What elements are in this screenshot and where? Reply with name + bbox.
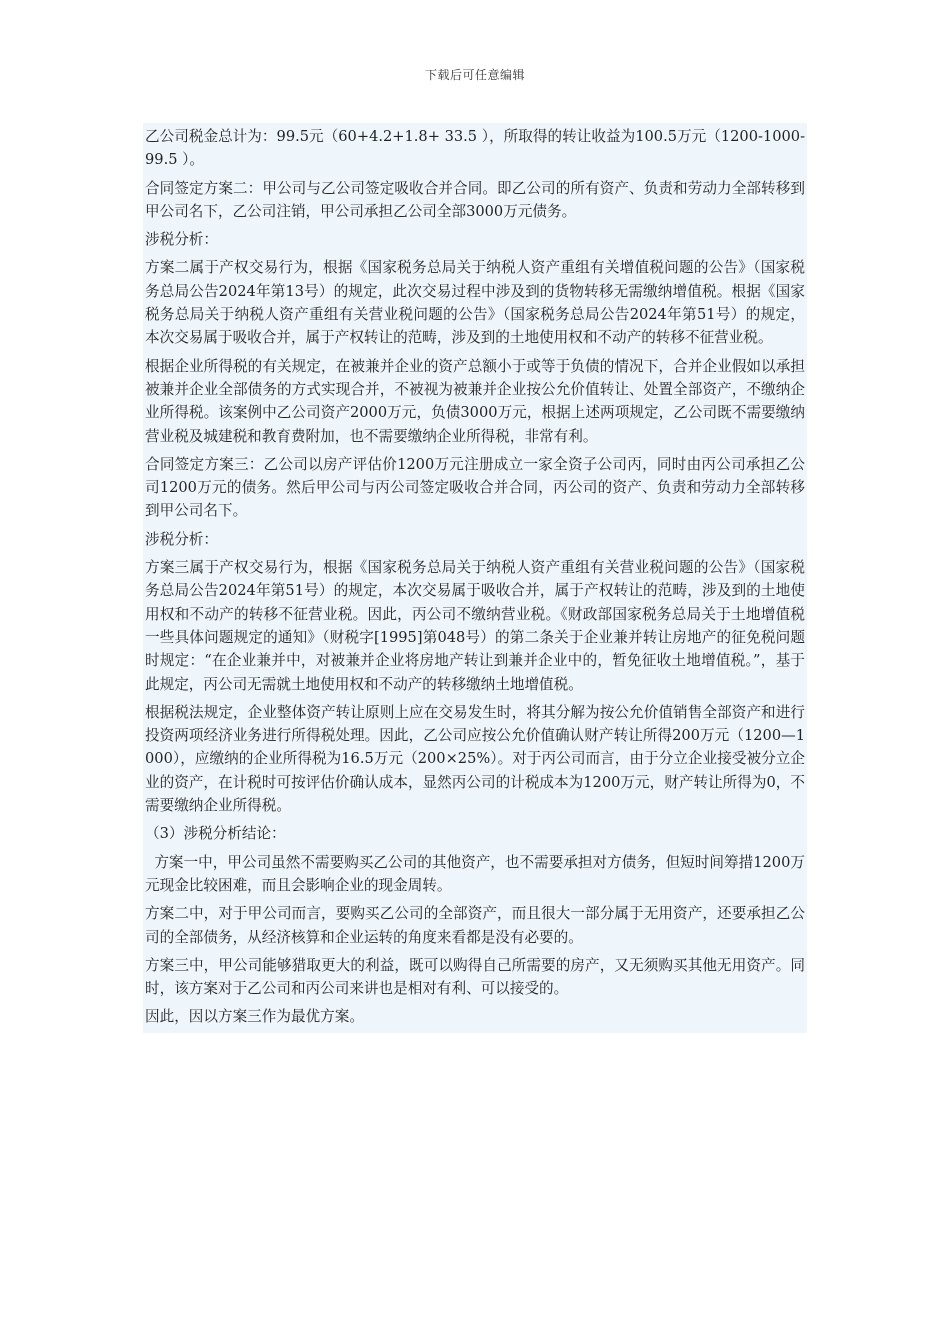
paragraph-plan-two-contract: 合同签定方案二：甲公司与乙公司签定吸收合并合同。即乙公司的所有资产、负责和劳动力全部转移到甲公司名下，乙公司注销，甲公司承担乙公司全部3000万元债务。 [145,179,805,220]
paragraph-plan-three-business-land-tax: 方案三属于产权交易行为，根据《国家税务总局关于纳税人资产重组有关营业税问题的公告》（国家税务总局公告2024年第51号）的规定，本次交易属于吸收合并，属于产权转让的范畴，涉及到的土地使用权和不动产的转移不征营业税。因此，丙公司不缴纳营业税。《财政部国家税务总局关于土地增值税一些具体问题规定的通知》（财税字[1995]第048号）的第二条关于企业兼并转让房地产的征免税问题时规定：“在企业兼并中，对被兼并企业将房地产转让到兼并企业中的，暂免征收土地增值税。”，基于此规定，丙公司无需就土地使用权和不动产的转移缴纳土地增值税。 [145,559,805,693]
document-body [143,123,807,1033]
paragraph-plan-two-vat-business-tax: 方案二属于产权交易行为，根据《国家税务总局关于纳税人资产重组有关增值税问题的公告》（国家税务总局公告2024年第13号）的规定，此次交易过程中涉及到的货物转移无需缴纳增值税。根据《国家税务总局关于纳税人资产重组有关营业税问题的公告》（国家税务总局公告2024年第51号）的规定，本次交易属于吸收合并，属于产权转让的范畴，涉及到的土地使用权和不动产的转移不征营业税。 [145,259,805,347]
paragraph-plan-one-conclusion: 方案一中，甲公司虽然不需要购买乙公司的其他资产，也不需要承担对方债务，但短时间筹措1200万元现金比较困难，而且会影响企业的现金周转。 [145,853,805,894]
paragraph-plan-two-conclusion: 方案二中，对于甲公司而言，要购买乙公司的全部资产，而且很大一部分属于无用资产，还要承担乙公司的全部债务，从经济核算和企业运转的角度来看都是没有必要的。 [145,905,805,946]
page-header: 下载后可任意编辑 [424,68,525,82]
paragraph-plan-two-income-tax: 根据企业所得税的有关规定，在被兼并企业的资产总额小于或等于负债的情况下，合并企业假如以承担被兼并企业全部债务的方式实现合并，不被视为被兼并企业按公允价值转让、处置全部资产，不缴纳企业所得税。该案例中乙公司资产2000万元，负债3000万元，根据上述两项规定，乙公司既不需要缴纳营业税及城建税和教育费附加，也不需要缴纳企业所得税，非常有利。 [145,357,805,445]
paragraph-final-choice: 因此，因以方案三作为最优方案。 [145,1008,364,1026]
paragraph-tax-total: 乙公司税金总计为：99.5元（60+4.2+1.8+ 33.5 ），所取得的转让收益为100.5万元（1200-1000- 99.5 ）。 [145,128,805,169]
paragraph-plan-three-income-tax: 根据税法规定，企业整体资产转让原则上应在交易发生时，将其分解为按公允价值销售全部资产和进行投资两项经济业务进行所得税处理。因此，乙公司应按公允价值确认财产转让所得200万元（1200—1000），应缴纳的企业所得税为16.5万元（200×25%）。对于丙公司而言，由于分立企业接受被分立企业的资产，在计税时可按评估价确认成本，显然丙公司的计税成本为1200万元，财产转让所得为0，不需要缴纳企业所得税。 [145,703,805,815]
paragraph-conclusion-heading: （3）涉税分析结论： [145,825,286,843]
paragraph-tax-analysis-heading: 涉税分析： [145,530,218,548]
paragraph-plan-three-conclusion: 方案三中，甲公司能够猎取更大的利益，既可以购得自己所需要的房产，又无须购买其他无用资产。同时，该方案对于乙公司和丙公司来讲也是相对有利、可以接受的。 [145,956,805,998]
paragraph-plan-three-contract: 合同签定方案三：乙公司以房产评估价1200万元注册成立一家全资子公司丙，同时由丙公司承担乙公司1200万元的债务。然后甲公司与丙公司签定吸收合并合同，丙公司的资产、负责和劳动力全部转移到甲公司名下。 [145,455,805,520]
paragraph-tax-analysis-heading: 涉税分析： [145,231,218,249]
